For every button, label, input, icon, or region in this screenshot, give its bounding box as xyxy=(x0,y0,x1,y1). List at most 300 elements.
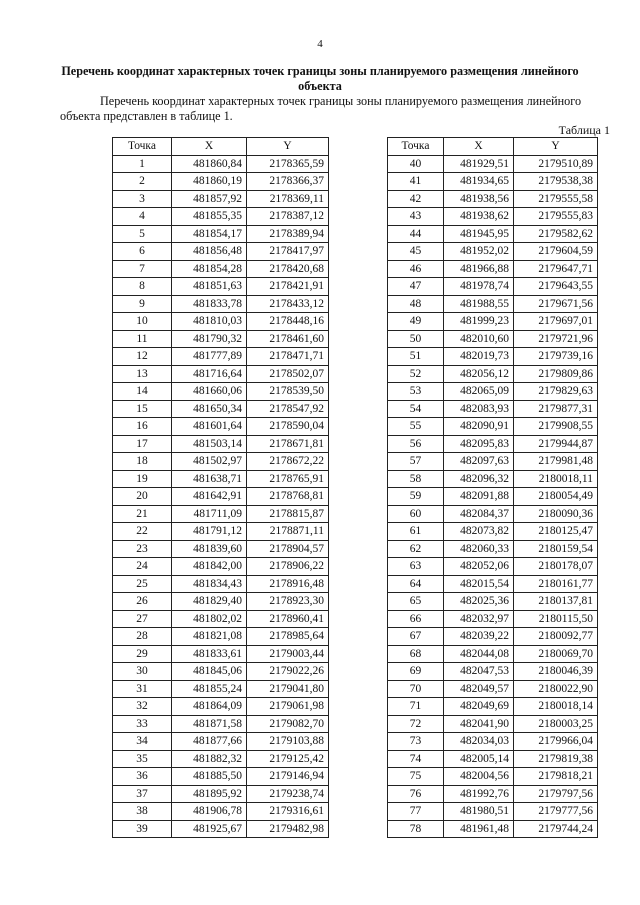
x-coordinate-cell: 481855,35 xyxy=(172,208,247,226)
table-row xyxy=(388,663,598,681)
y-coordinate-cell: 2178916,48 xyxy=(247,575,329,593)
x-coordinate-cell: 481860,84 xyxy=(172,155,247,173)
y-coordinate-cell: 2179697,01 xyxy=(514,313,598,331)
table-row xyxy=(388,225,598,243)
y-coordinate-cell: 2178417,97 xyxy=(247,243,329,261)
point-number-cell: 73 xyxy=(388,733,444,751)
x-coordinate-cell: 482025,36 xyxy=(444,593,514,611)
table-row xyxy=(113,803,329,821)
point-number-cell: 32 xyxy=(113,698,172,716)
y-coordinate-cell: 2179908,55 xyxy=(514,418,598,436)
table-row xyxy=(388,453,598,471)
x-coordinate-cell: 481502,97 xyxy=(172,453,247,471)
x-coordinate-cell: 481851,63 xyxy=(172,278,247,296)
table-header-row xyxy=(113,138,329,156)
point-number-cell: 29 xyxy=(113,645,172,663)
table-row xyxy=(113,418,329,436)
table-row xyxy=(388,803,598,821)
table-row xyxy=(113,190,329,208)
point-number-cell: 33 xyxy=(113,715,172,733)
table-row xyxy=(113,435,329,453)
point-number-cell: 37 xyxy=(113,785,172,803)
y-coordinate-cell: 2178985,64 xyxy=(247,628,329,646)
table-row xyxy=(388,418,598,436)
table-row xyxy=(388,505,598,523)
table-row xyxy=(113,820,329,838)
point-number-cell: 11 xyxy=(113,330,172,348)
point-number-cell: 58 xyxy=(388,470,444,488)
x-coordinate-cell: 481978,74 xyxy=(444,278,514,296)
table-row xyxy=(388,610,598,628)
point-number-cell: 5 xyxy=(113,225,172,243)
y-coordinate-cell: 2178906,22 xyxy=(247,558,329,576)
y-coordinate-cell: 2179819,38 xyxy=(514,750,598,768)
x-coordinate-cell: 481802,02 xyxy=(172,610,247,628)
y-coordinate-cell: 2180159,54 xyxy=(514,540,598,558)
table-row xyxy=(388,470,598,488)
point-number-cell: 50 xyxy=(388,330,444,348)
y-coordinate-cell: 2178590,04 xyxy=(247,418,329,436)
y-coordinate-cell: 2179944,87 xyxy=(514,435,598,453)
table-row xyxy=(113,488,329,506)
header-y: Y xyxy=(514,138,598,156)
y-coordinate-cell: 2179829,63 xyxy=(514,383,598,401)
page-number: 4 xyxy=(317,38,323,50)
x-coordinate-cell: 481839,60 xyxy=(172,540,247,558)
y-coordinate-cell: 2179739,16 xyxy=(514,348,598,366)
x-coordinate-cell: 482047,53 xyxy=(444,663,514,681)
y-coordinate-cell: 2179555,83 xyxy=(514,208,598,226)
x-coordinate-cell: 481925,67 xyxy=(172,820,247,838)
point-number-cell: 41 xyxy=(388,173,444,191)
x-coordinate-cell: 481791,12 xyxy=(172,523,247,541)
point-number-cell: 40 xyxy=(388,155,444,173)
y-coordinate-cell: 2179238,74 xyxy=(247,785,329,803)
x-coordinate-cell: 481961,48 xyxy=(444,820,514,838)
table-row xyxy=(113,260,329,278)
table-row xyxy=(113,243,329,261)
y-coordinate-cell: 2179041,80 xyxy=(247,680,329,698)
x-coordinate-cell: 481854,17 xyxy=(172,225,247,243)
x-coordinate-cell: 482041,90 xyxy=(444,715,514,733)
table-row xyxy=(388,208,598,226)
point-number-cell: 43 xyxy=(388,208,444,226)
x-coordinate-cell: 481992,76 xyxy=(444,785,514,803)
point-number-cell: 52 xyxy=(388,365,444,383)
x-coordinate-cell: 481857,92 xyxy=(172,190,247,208)
table-row xyxy=(113,558,329,576)
y-coordinate-cell: 2179981,48 xyxy=(514,453,598,471)
y-coordinate-cell: 2178471,71 xyxy=(247,348,329,366)
point-number-cell: 51 xyxy=(388,348,444,366)
table-row xyxy=(388,593,598,611)
x-coordinate-cell: 482097,63 xyxy=(444,453,514,471)
y-coordinate-cell: 2180161,77 xyxy=(514,575,598,593)
coordinates-table-left xyxy=(112,137,329,838)
y-coordinate-cell: 2179482,98 xyxy=(247,820,329,838)
table-row xyxy=(388,768,598,786)
point-number-cell: 54 xyxy=(388,400,444,418)
y-coordinate-cell: 2178871,11 xyxy=(247,523,329,541)
point-number-cell: 49 xyxy=(388,313,444,331)
point-number-cell: 6 xyxy=(113,243,172,261)
x-coordinate-cell: 481906,78 xyxy=(172,803,247,821)
table-row xyxy=(388,260,598,278)
table-row xyxy=(113,295,329,313)
y-coordinate-cell: 2179582,62 xyxy=(514,225,598,243)
point-number-cell: 75 xyxy=(388,768,444,786)
table-row xyxy=(113,470,329,488)
y-coordinate-cell: 2180137,81 xyxy=(514,593,598,611)
x-coordinate-cell: 482010,60 xyxy=(444,330,514,348)
x-coordinate-cell: 482044,08 xyxy=(444,645,514,663)
table-row xyxy=(388,383,598,401)
intro-paragraph: Перечень координат характерных точек границы зоны планируемого размещения линейного объекта представлен в таблице 1. xyxy=(60,94,582,123)
x-coordinate-cell: 481833,78 xyxy=(172,295,247,313)
point-number-cell: 24 xyxy=(113,558,172,576)
x-coordinate-cell: 481980,51 xyxy=(444,803,514,821)
table-row xyxy=(113,645,329,663)
table-row xyxy=(388,400,598,418)
x-coordinate-cell: 481777,89 xyxy=(172,348,247,366)
point-number-cell: 74 xyxy=(388,750,444,768)
table-row xyxy=(113,540,329,558)
point-number-cell: 65 xyxy=(388,593,444,611)
x-coordinate-cell: 482049,57 xyxy=(444,680,514,698)
x-coordinate-cell: 482004,56 xyxy=(444,768,514,786)
x-coordinate-cell: 481842,00 xyxy=(172,558,247,576)
x-coordinate-cell: 481966,88 xyxy=(444,260,514,278)
y-coordinate-cell: 2180069,70 xyxy=(514,645,598,663)
point-number-cell: 66 xyxy=(388,610,444,628)
table-row xyxy=(113,768,329,786)
x-coordinate-cell: 481810,03 xyxy=(172,313,247,331)
x-coordinate-cell: 481716,64 xyxy=(172,365,247,383)
x-coordinate-cell: 481642,91 xyxy=(172,488,247,506)
x-coordinate-cell: 482096,32 xyxy=(444,470,514,488)
point-number-cell: 10 xyxy=(113,313,172,331)
y-coordinate-cell: 2179082,70 xyxy=(247,715,329,733)
point-number-cell: 63 xyxy=(388,558,444,576)
table-row xyxy=(113,453,329,471)
table-row xyxy=(113,663,329,681)
x-coordinate-cell: 482049,69 xyxy=(444,698,514,716)
table-row xyxy=(388,628,598,646)
y-coordinate-cell: 2178448,16 xyxy=(247,313,329,331)
point-number-cell: 1 xyxy=(113,155,172,173)
table-row xyxy=(388,190,598,208)
table-row xyxy=(388,715,598,733)
x-coordinate-cell: 482015,54 xyxy=(444,575,514,593)
y-coordinate-cell: 2180054,49 xyxy=(514,488,598,506)
point-number-cell: 78 xyxy=(388,820,444,838)
x-coordinate-cell: 482060,33 xyxy=(444,540,514,558)
point-number-cell: 60 xyxy=(388,505,444,523)
table-row xyxy=(388,733,598,751)
table-row xyxy=(113,330,329,348)
table-row xyxy=(113,505,329,523)
y-coordinate-cell: 2179643,55 xyxy=(514,278,598,296)
table-row xyxy=(113,750,329,768)
x-coordinate-cell: 481988,55 xyxy=(444,295,514,313)
y-coordinate-cell: 2178389,94 xyxy=(247,225,329,243)
y-coordinate-cell: 2180018,11 xyxy=(514,470,598,488)
y-coordinate-cell: 2178433,12 xyxy=(247,295,329,313)
y-coordinate-cell: 2179777,56 xyxy=(514,803,598,821)
table-row xyxy=(388,750,598,768)
point-number-cell: 56 xyxy=(388,435,444,453)
point-number-cell: 69 xyxy=(388,663,444,681)
point-number-cell: 28 xyxy=(113,628,172,646)
y-coordinate-cell: 2178672,22 xyxy=(247,453,329,471)
x-coordinate-cell: 482091,88 xyxy=(444,488,514,506)
y-coordinate-cell: 2179538,38 xyxy=(514,173,598,191)
header-x: X xyxy=(444,138,514,156)
x-coordinate-cell: 481845,06 xyxy=(172,663,247,681)
y-coordinate-cell: 2179125,42 xyxy=(247,750,329,768)
point-number-cell: 27 xyxy=(113,610,172,628)
point-number-cell: 22 xyxy=(113,523,172,541)
point-number-cell: 57 xyxy=(388,453,444,471)
y-coordinate-cell: 2178366,37 xyxy=(247,173,329,191)
table-row xyxy=(113,628,329,646)
header-y: Y xyxy=(247,138,329,156)
point-number-cell: 8 xyxy=(113,278,172,296)
point-number-cell: 17 xyxy=(113,435,172,453)
y-coordinate-cell: 2179671,56 xyxy=(514,295,598,313)
x-coordinate-cell: 482052,06 xyxy=(444,558,514,576)
y-coordinate-cell: 2179146,94 xyxy=(247,768,329,786)
y-coordinate-cell: 2180125,47 xyxy=(514,523,598,541)
y-coordinate-cell: 2178923,30 xyxy=(247,593,329,611)
document-title: Перечень координат характерных точек границы зоны планируемого размещения линейного объекта xyxy=(61,64,579,93)
x-coordinate-cell: 482032,97 xyxy=(444,610,514,628)
table-row xyxy=(388,523,598,541)
table-row xyxy=(388,785,598,803)
x-coordinate-cell: 482034,03 xyxy=(444,733,514,751)
x-coordinate-cell: 482056,12 xyxy=(444,365,514,383)
x-coordinate-cell: 482095,83 xyxy=(444,435,514,453)
y-coordinate-cell: 2178502,07 xyxy=(247,365,329,383)
y-coordinate-cell: 2179809,86 xyxy=(514,365,598,383)
point-number-cell: 67 xyxy=(388,628,444,646)
table-row xyxy=(388,820,598,838)
x-coordinate-cell: 481929,51 xyxy=(444,155,514,173)
x-coordinate-cell: 481790,32 xyxy=(172,330,247,348)
point-number-cell: 3 xyxy=(113,190,172,208)
point-number-cell: 61 xyxy=(388,523,444,541)
table-row xyxy=(388,698,598,716)
x-coordinate-cell: 482084,37 xyxy=(444,505,514,523)
table-row xyxy=(113,400,329,418)
table-row xyxy=(388,680,598,698)
table-row xyxy=(113,733,329,751)
x-coordinate-cell: 482019,73 xyxy=(444,348,514,366)
y-coordinate-cell: 2179818,21 xyxy=(514,768,598,786)
y-coordinate-cell: 2179555,58 xyxy=(514,190,598,208)
point-number-cell: 77 xyxy=(388,803,444,821)
point-number-cell: 64 xyxy=(388,575,444,593)
x-coordinate-cell: 481638,71 xyxy=(172,470,247,488)
table-row xyxy=(113,208,329,226)
header-point: Точка xyxy=(113,138,172,156)
point-number-cell: 21 xyxy=(113,505,172,523)
point-number-cell: 59 xyxy=(388,488,444,506)
x-coordinate-cell: 481882,32 xyxy=(172,750,247,768)
y-coordinate-cell: 2179721,96 xyxy=(514,330,598,348)
x-coordinate-cell: 482073,82 xyxy=(444,523,514,541)
header-x: X xyxy=(172,138,247,156)
y-coordinate-cell: 2179061,98 xyxy=(247,698,329,716)
table-row xyxy=(113,575,329,593)
x-coordinate-cell: 481895,92 xyxy=(172,785,247,803)
x-coordinate-cell: 481711,09 xyxy=(172,505,247,523)
table-row xyxy=(113,155,329,173)
y-coordinate-cell: 2179797,56 xyxy=(514,785,598,803)
point-number-cell: 76 xyxy=(388,785,444,803)
y-coordinate-cell: 2180090,36 xyxy=(514,505,598,523)
x-coordinate-cell: 481871,58 xyxy=(172,715,247,733)
table-row xyxy=(388,488,598,506)
x-coordinate-cell: 481877,66 xyxy=(172,733,247,751)
x-coordinate-cell: 481856,48 xyxy=(172,243,247,261)
point-number-cell: 62 xyxy=(388,540,444,558)
x-coordinate-cell: 482005,14 xyxy=(444,750,514,768)
table-row xyxy=(113,383,329,401)
point-number-cell: 68 xyxy=(388,645,444,663)
x-coordinate-cell: 481864,09 xyxy=(172,698,247,716)
point-number-cell: 31 xyxy=(113,680,172,698)
y-coordinate-cell: 2180178,07 xyxy=(514,558,598,576)
y-coordinate-cell: 2178539,50 xyxy=(247,383,329,401)
table-row xyxy=(388,295,598,313)
table-row xyxy=(113,173,329,191)
point-number-cell: 20 xyxy=(113,488,172,506)
point-number-cell: 39 xyxy=(113,820,172,838)
x-coordinate-cell: 481854,28 xyxy=(172,260,247,278)
point-number-cell: 53 xyxy=(388,383,444,401)
point-number-cell: 2 xyxy=(113,173,172,191)
table-caption: Таблица 1 xyxy=(558,123,610,137)
point-number-cell: 72 xyxy=(388,715,444,733)
table-row xyxy=(113,593,329,611)
y-coordinate-cell: 2179966,04 xyxy=(514,733,598,751)
y-coordinate-cell: 2180003,25 xyxy=(514,715,598,733)
table-row xyxy=(113,785,329,803)
y-coordinate-cell: 2178768,81 xyxy=(247,488,329,506)
y-coordinate-cell: 2178904,57 xyxy=(247,540,329,558)
table-row xyxy=(388,645,598,663)
table-row xyxy=(388,348,598,366)
table-row xyxy=(113,523,329,541)
table-row xyxy=(388,155,598,173)
y-coordinate-cell: 2178365,59 xyxy=(247,155,329,173)
y-coordinate-cell: 2178387,12 xyxy=(247,208,329,226)
x-coordinate-cell: 481945,95 xyxy=(444,225,514,243)
y-coordinate-cell: 2179510,89 xyxy=(514,155,598,173)
point-number-cell: 47 xyxy=(388,278,444,296)
point-number-cell: 16 xyxy=(113,418,172,436)
y-coordinate-cell: 2179647,71 xyxy=(514,260,598,278)
point-number-cell: 4 xyxy=(113,208,172,226)
point-number-cell: 19 xyxy=(113,470,172,488)
point-number-cell: 44 xyxy=(388,225,444,243)
x-coordinate-cell: 481834,43 xyxy=(172,575,247,593)
y-coordinate-cell: 2178547,92 xyxy=(247,400,329,418)
y-coordinate-cell: 2178765,91 xyxy=(247,470,329,488)
table-row xyxy=(388,435,598,453)
point-number-cell: 18 xyxy=(113,453,172,471)
x-coordinate-cell: 481821,08 xyxy=(172,628,247,646)
point-number-cell: 71 xyxy=(388,698,444,716)
point-number-cell: 26 xyxy=(113,593,172,611)
table-row xyxy=(388,278,598,296)
x-coordinate-cell: 481934,65 xyxy=(444,173,514,191)
point-number-cell: 25 xyxy=(113,575,172,593)
table-row xyxy=(113,680,329,698)
point-number-cell: 13 xyxy=(113,365,172,383)
y-coordinate-cell: 2178671,81 xyxy=(247,435,329,453)
x-coordinate-cell: 481601,64 xyxy=(172,418,247,436)
y-coordinate-cell: 2179316,61 xyxy=(247,803,329,821)
x-coordinate-cell: 481938,56 xyxy=(444,190,514,208)
table-row xyxy=(113,348,329,366)
table-row xyxy=(113,278,329,296)
table-row xyxy=(113,313,329,331)
header-point: Точка xyxy=(388,138,444,156)
table-row xyxy=(388,173,598,191)
point-number-cell: 35 xyxy=(113,750,172,768)
table-row xyxy=(113,715,329,733)
x-coordinate-cell: 481833,61 xyxy=(172,645,247,663)
y-coordinate-cell: 2179604,59 xyxy=(514,243,598,261)
y-coordinate-cell: 2179877,31 xyxy=(514,400,598,418)
table-row xyxy=(388,540,598,558)
point-number-cell: 42 xyxy=(388,190,444,208)
y-coordinate-cell: 2180018,14 xyxy=(514,698,598,716)
table-row xyxy=(388,313,598,331)
y-coordinate-cell: 2178421,91 xyxy=(247,278,329,296)
x-coordinate-cell: 481938,62 xyxy=(444,208,514,226)
x-coordinate-cell: 482083,93 xyxy=(444,400,514,418)
point-number-cell: 7 xyxy=(113,260,172,278)
x-coordinate-cell: 481952,02 xyxy=(444,243,514,261)
table-row xyxy=(388,558,598,576)
y-coordinate-cell: 2179003,44 xyxy=(247,645,329,663)
point-number-cell: 30 xyxy=(113,663,172,681)
point-number-cell: 38 xyxy=(113,803,172,821)
point-number-cell: 15 xyxy=(113,400,172,418)
y-coordinate-cell: 2180115,50 xyxy=(514,610,598,628)
x-coordinate-cell: 481999,23 xyxy=(444,313,514,331)
y-coordinate-cell: 2178960,41 xyxy=(247,610,329,628)
table-header-row xyxy=(388,138,598,156)
table-row xyxy=(113,365,329,383)
point-number-cell: 36 xyxy=(113,768,172,786)
y-coordinate-cell: 2180092,77 xyxy=(514,628,598,646)
x-coordinate-cell: 481660,06 xyxy=(172,383,247,401)
y-coordinate-cell: 2179744,24 xyxy=(514,820,598,838)
table-row xyxy=(388,243,598,261)
x-coordinate-cell: 481860,19 xyxy=(172,173,247,191)
point-number-cell: 45 xyxy=(388,243,444,261)
x-coordinate-cell: 481829,40 xyxy=(172,593,247,611)
point-number-cell: 14 xyxy=(113,383,172,401)
x-coordinate-cell: 482039,22 xyxy=(444,628,514,646)
point-number-cell: 48 xyxy=(388,295,444,313)
point-number-cell: 12 xyxy=(113,348,172,366)
table-row xyxy=(113,698,329,716)
